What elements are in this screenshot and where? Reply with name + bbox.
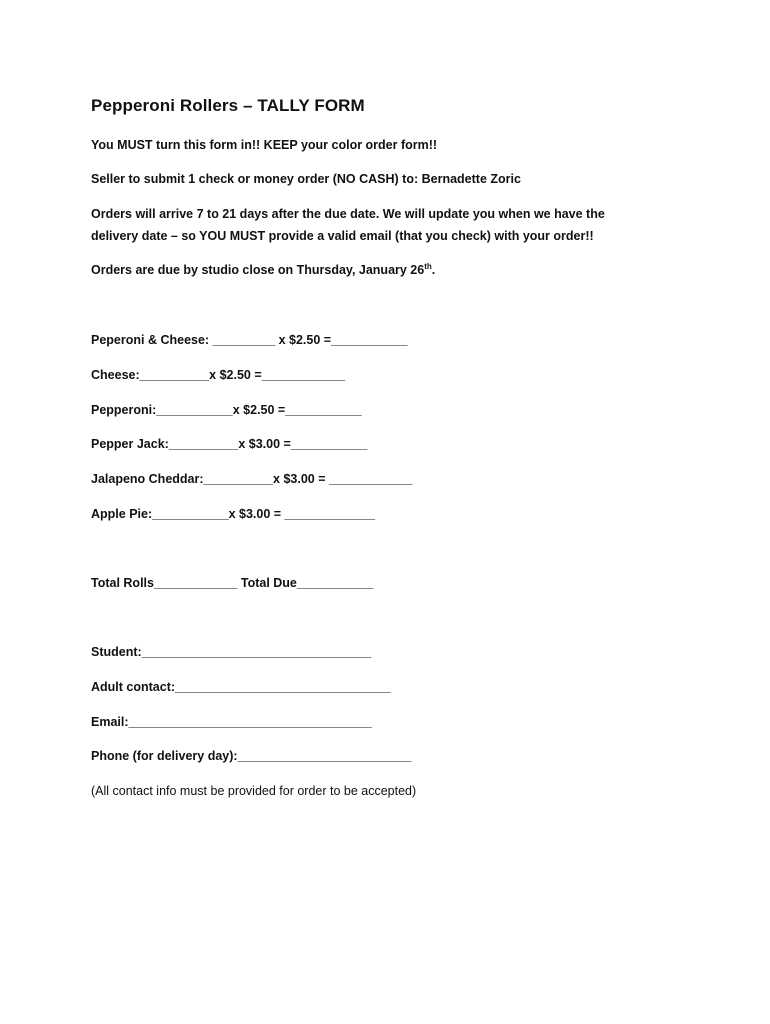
due-date-superscript: th [424, 262, 432, 271]
delivery-notice-line-2: delivery date – so YOU MUST provide a valid email (that you check) with your order!! [91, 229, 594, 243]
item-line-peperoni-cheese: Peperoni & Cheese: _________ x $2.50 =___________ [91, 333, 408, 347]
item-line-pepper-jack: Pepper Jack:__________x $3.00 =___________ [91, 437, 368, 451]
payment-instructions: Seller to submit 1 check or money order (NO CASH) to: Bernadette Zoric [91, 172, 521, 186]
student-field: Student:_________________________________ [91, 645, 372, 659]
due-date-text: Orders are due by studio close on Thursday, January 26 [91, 263, 425, 277]
adult-contact-field: Adult contact:_______________________________ [91, 680, 391, 694]
due-date-notice [91, 263, 435, 278]
totals-line: Total Rolls____________ Total Due___________ [91, 576, 374, 590]
item-line-pepperoni: Pepperoni:___________x $2.50 =___________ [91, 403, 362, 417]
email-field: Email:___________________________________ [91, 715, 372, 729]
item-line-apple-pie: Apple Pie:___________x $3.00 = _____________ [91, 507, 375, 521]
turn-in-notice: You MUST turn this form in!! KEEP your color order form!! [91, 138, 438, 152]
item-line-jalapeno-cheddar: Jalapeno Cheddar:__________x $3.00 = ____________ [91, 472, 413, 486]
due-date-suffix: . [431, 263, 436, 277]
delivery-notice-line-1: Orders will arrive 7 to 21 days after the due date. We will update you when we have the [91, 207, 605, 221]
page-title: Pepperoni Rollers – TALLY FORM [91, 96, 365, 115]
contact-note: (All contact info must be provided for order to be accepted) [91, 784, 417, 798]
phone-field: Phone (for delivery day):_________________________ [91, 749, 412, 763]
item-line-cheese: Cheese:__________x $2.50 =____________ [91, 368, 346, 382]
